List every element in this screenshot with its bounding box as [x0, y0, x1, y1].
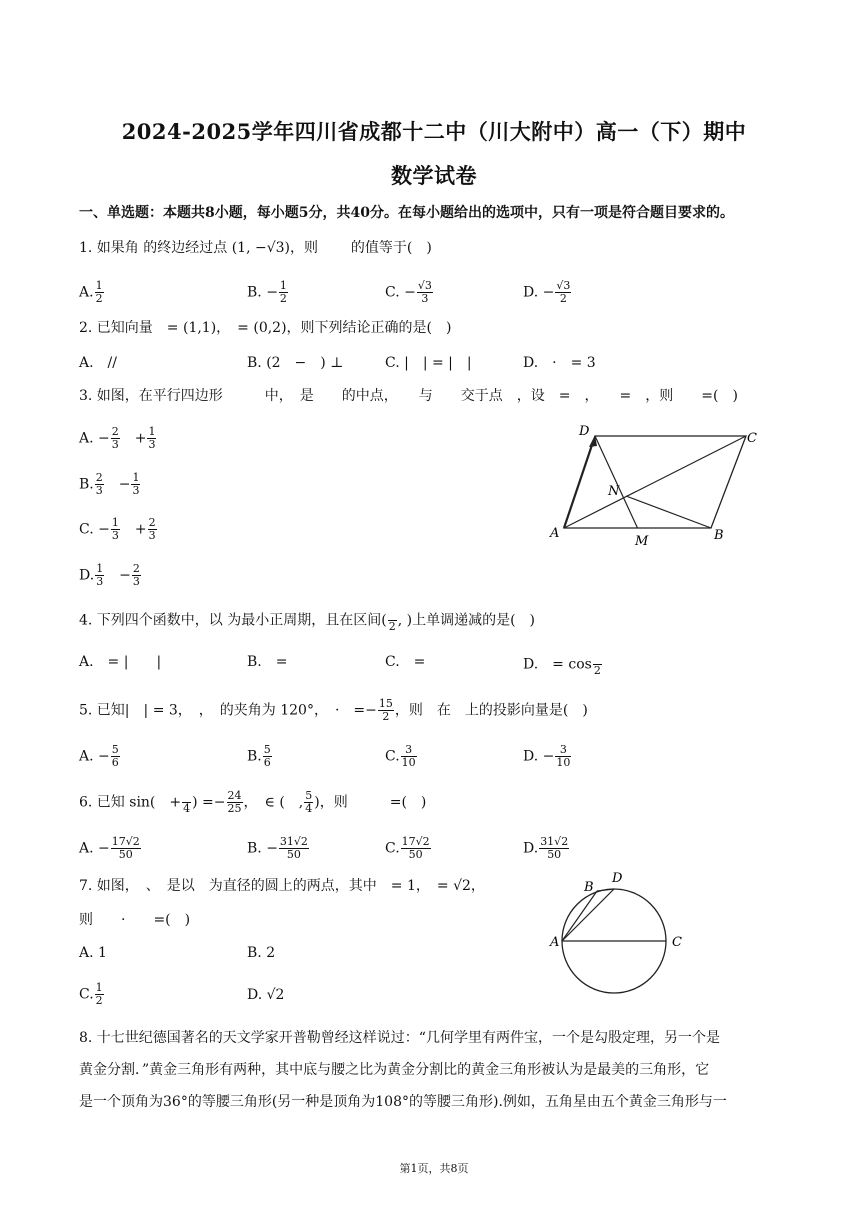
question-6-stem: 6. 已知 sin( + 4 ) =− $\frac{24}{25}$ ， ∈ ( , $\frac{5}{4}$ )，则 =( ) [79, 789, 427, 815]
parallelogram-figure [540, 418, 770, 553]
question-4-stem: 4. 下列四个函数中，以 为最小正周期，且在区间( 2 , )上单调递减的是( ) [79, 608, 535, 633]
question-7-option-a: A. 1 [79, 945, 107, 961]
page-footer: 第1页，共8页 [399, 1162, 469, 1175]
label-m: M [635, 534, 649, 549]
question-8-line-3: 是一个顶角为36°的等腰三角形(另一种是顶角为108°的等腰三角形).例如，五角星由五个黄金三角形与一 [79, 1094, 727, 1110]
question-3-option-c: C. − $\frac{1}{3}$ + $\frac{2}{3}$ [79, 516, 156, 542]
question-2-option-d: D. · = 3 [523, 355, 596, 371]
circle-figure [548, 866, 698, 1006]
question-6-option-b: B. − $\frac{31√2}{50}$ [247, 835, 308, 861]
question-3-option-b: B. $\frac{2}{3}$ − $\frac{1}{3}$ [79, 471, 140, 497]
label-a: A [550, 526, 560, 541]
question-1-stem: 1. 如果角 的终边经过点 (1, −√3)，则 的值等于( ) [79, 240, 432, 256]
question-5-option-b: B. $\frac{5}{6}$ [247, 743, 271, 769]
question-1-option-d: D. − $\frac{√3}{2}$ [523, 279, 571, 305]
question-5-option-d: D. − $\frac{3}{10}$ [523, 743, 571, 769]
question-1-option-b: B. − $\frac{1}{2}$ [247, 279, 287, 305]
label-c: C [672, 935, 682, 950]
label-n: N [608, 484, 620, 499]
label-b: B [714, 528, 724, 543]
question-6-option-d: D. $\frac{31√2}{50}$ [523, 835, 569, 861]
question-4-option-a: A. = | | [79, 654, 162, 670]
question-3-stem: 3. 如图，在平行四边形 中， 是 的中点， 与 交于点 ，设 = ， = ，则 =( ) [79, 388, 738, 404]
question-5-option-c: C. $\frac{3}{10}$ [385, 743, 416, 769]
question-1-option-a: A. $\frac{1}{2}$ [79, 279, 103, 305]
label-d: D [612, 871, 623, 886]
question-7-stem: 7. 如图， 、 是以 为直径的圆上的两点，其中 = 1， = √2， [79, 878, 485, 894]
question-7-stem-cont: 则 · =( ) [79, 912, 191, 928]
label-a: A [550, 935, 560, 950]
question-6-option-c: C. $\frac{17√2}{50}$ [385, 835, 430, 861]
question-1-option-c: C. − $\frac{√3}{3}$ [385, 279, 432, 305]
chord-ab [562, 891, 597, 941]
question-5-option-a: A. − $\frac{5}{6}$ [79, 743, 119, 769]
question-7-option-d: D. √2 [247, 987, 285, 1003]
segment-nb [626, 496, 711, 528]
question-6-option-a: A. − $\frac{17√2}{50}$ [79, 835, 140, 861]
question-8-text [79, 1022, 791, 1118]
exam-subtitle: 数学试卷 [391, 163, 477, 188]
question-8-line-1: 8. 十七世纪德国著名的天文学家开普勒曾经这样说过：“几何学里有两件宝，一个是勾股定理，另一个是 [79, 1030, 720, 1046]
chord-ad [562, 889, 614, 941]
question-2-option-a: A. // [79, 355, 117, 371]
question-4-option-b: B. = [247, 654, 288, 670]
label-d: D [579, 424, 590, 439]
question-2-option-c: C. | | = | | [385, 355, 472, 371]
question-7-option-c: C. $\frac{1}{2}$ [79, 981, 103, 1007]
question-3-option-a: A. − $\frac{2}{3}$ + $\frac{1}{3}$ [79, 425, 156, 451]
question-7-option-b: B. 2 [247, 945, 276, 961]
question-5-stem: 5. 已知| | = 3， ， 的夹角为 120°， · =− $\frac{15}{2}$ ，则 在 上的投影向量是( ) [79, 697, 588, 723]
question-4-option-c: C. = [385, 654, 426, 670]
question-2-option-b: B. (2 − ) ⊥ [247, 355, 344, 371]
segment-dm [595, 436, 638, 528]
question-2-stem: 2. 已知向量 = (1,1)， = (0,2)，则下列结论正确的是( ) [79, 320, 452, 336]
label-c: C [747, 431, 757, 446]
question-4-option-d: D. = cos 2 [523, 652, 603, 677]
section-heading: 一、单选题：本题共8小题，每小题5分，共40分。在每小题给出的选项中，只有一项是符合题目要求的。 [79, 205, 734, 221]
exam-title: 2024-2025学年四川省成都十二中（川大附中）高一（下）期中 [121, 119, 747, 144]
label-b: B [584, 880, 594, 895]
question-8-line-2: 黄金分割．”黄金三角形有两种，其中底与腰之比为黄金分割比的黄金三角形被认为是最美的三角形，它 [79, 1062, 710, 1078]
question-3-option-d: D. $\frac{1}{3}$ − $\frac{2}{3}$ [79, 562, 140, 588]
